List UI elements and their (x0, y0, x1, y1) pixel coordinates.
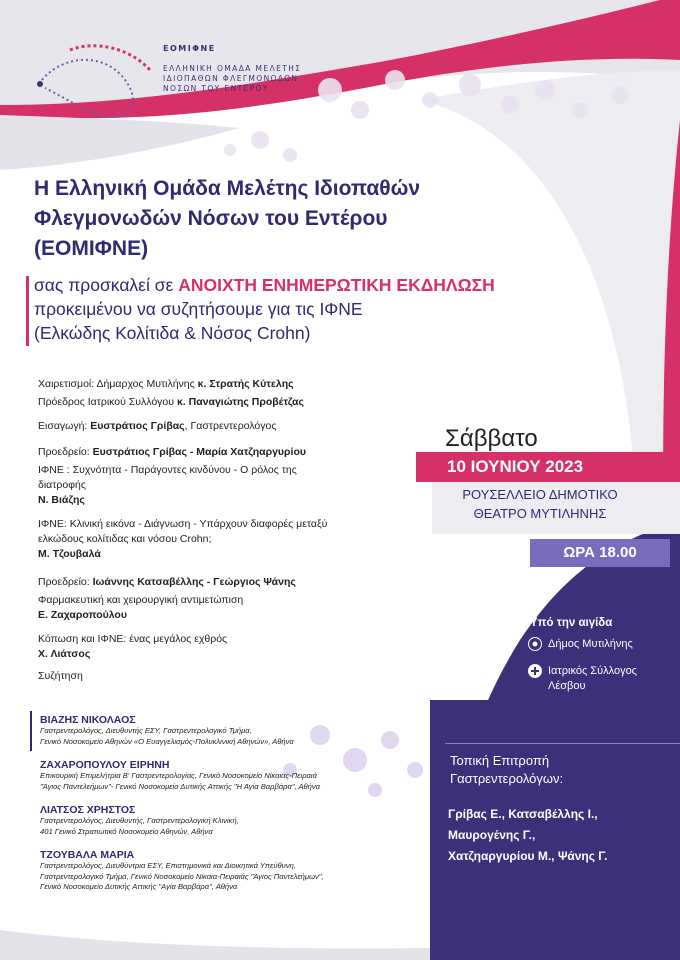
speaker-4 (40, 849, 420, 893)
logo-acronym: ΕΟΜΙΦΝΕ (163, 44, 216, 53)
speaker-1-aff-1: Γαστρεντερολόγος, Διευθυντής ΕΣΥ, Γαστρεντερολογικό Τμήμα, (40, 726, 252, 735)
event-time: ΩΡΑ 18.00 (530, 539, 670, 567)
intro-label: Εισαγωγή: (38, 420, 91, 432)
committee-line-1: Γρίβας Ε., Κατσαβέλλης Ι., (448, 807, 598, 821)
invite-accent-bar (26, 276, 29, 346)
speaker-2-aff-1: Επικουρική Επιμελήτρια Β' Γαστρεντερολογίας, Γενικό Νοσοκομείο Νίκαιας-Πειραιά (40, 771, 317, 780)
intro-name: Ευστράτιος Γρίβας (90, 420, 185, 432)
speaker-2-aff-2: "Άγιος Παντελεήμων"- Γενικό Νοσοκομείο Δυτικής Αττικής "Η Αγία Βαρβάρα", Αθήνα (40, 781, 320, 791)
committee-line-3: Χατζηαργυρίου Μ., Ψάνης Γ. (448, 849, 608, 863)
logo-line-2: ΙΔΙΟΠΑΘΩΝ ΦΛΕΓΜΟΝΩΔΩΝ (163, 74, 299, 83)
talk-4-speaker-name: Χ. Λιάτσος (38, 648, 91, 660)
invite-line-1 (34, 273, 594, 297)
municipality-seal-icon (528, 637, 542, 651)
logo-line-1: ΕΛΛΗΝΙΚΗ ΟΜΑΔΑ ΜΕΛΕΤΗΣ (163, 64, 302, 73)
speaker-2-name: ΖΑΧΑΡΟΠΟΥΛΟΥ ΕΙΡΗΝΗ (40, 759, 170, 771)
greeting-1-name: κ. Στρατής Κύτελης (197, 378, 294, 390)
invite-line-3: (Ελκώδης Κολίτιδα & Νόσος Crohn) (34, 323, 311, 343)
talk-4-title: Κόπωση και ΙΦΝΕ: ένας μεγάλος εχθρός (38, 633, 228, 645)
sponsor-1-name: Δήμος Μυτιλήνης (548, 638, 633, 650)
talk-3-title: Φαρμακευτική και χειρουργική αντιμετώπιση (38, 594, 244, 606)
talk-4-speaker (38, 647, 418, 662)
speaker-1-aff-2: Γενικό Νοσοκομείο Αθηνών «Ο Ευαγγελισμός-Πολυκλινική Αθηνών», Αθήνα (40, 736, 294, 746)
invite-line-2: προκειμένου να συζητήσουμε για τις ΙΦΝΕ (34, 299, 363, 319)
title-line-1: Η Ελληνική Ομάδα Μελέτης Ιδιοπαθών (34, 177, 421, 200)
talk-2-line-a: ΙΦΝΕ: Κλινική εικόνα - Διάγνωση - Υπάρχουν διαφορές μεταξύ (38, 518, 328, 530)
event-venue (420, 485, 660, 523)
talk-3-speaker-name: Ε. Ζαχαροπούλου (38, 609, 127, 621)
speaker-3-aff-2: 401 Γενικό Στρατιωτικό Νοσοκομείο Αθηνών, Αθήνα (40, 826, 213, 836)
program-session-1 (38, 445, 418, 508)
committee-heading (450, 752, 563, 788)
event-date: 10 ΙΟΥΝΙΟΥ 2023 (416, 452, 666, 482)
talk-2-line-b: ελκώδους κολίτιδας και νόσου Crohn; (38, 533, 212, 545)
speaker-4-aff-1: Γαστρεντερολόγος, Διευθύντρια ΕΣΥ, Επιστημονικά και Διοικητικά Υπεύθυνη, (40, 861, 296, 870)
speaker-4-name: ΤΖΟΥΒΑΛΑ ΜΑΡΙΑ (40, 849, 135, 861)
greeting-1-label: Χαιρετισμοί: Δήμαρχος Μυτιλήνης (38, 378, 198, 390)
program-discussion: Συζήτηση (38, 670, 83, 682)
intro-role: , Γαστρεντερολόγος (184, 420, 277, 432)
greeting-2-label: Πρόεδρος Ιατρικού Συλλόγου (38, 396, 177, 408)
program-session-2 (38, 575, 418, 623)
talk-2-speaker-name: Μ. Τζουβαλά (38, 548, 101, 560)
greeting-2-name: κ. Παναγιώτης Προβέτζας (176, 396, 304, 408)
medical-cross-icon (528, 664, 542, 678)
logo-text (163, 44, 301, 94)
greeting-2 (38, 395, 418, 410)
talk-1-line-b: διατροφής (38, 479, 86, 491)
sponsor-2-line-2: Λέσβου (548, 680, 586, 692)
program-greetings (38, 377, 418, 410)
chair-2 (38, 575, 418, 590)
chair-1-label: Προεδρείο: (38, 446, 93, 458)
invite-prefix: σας προσκαλεί σε (34, 275, 179, 295)
talk-1-line-a: ΙΦΝΕ : Συχνότητα - Παράγοντες κινδύνου - Ο ρόλος της (38, 464, 297, 476)
program-talk-2 (38, 517, 418, 562)
speakers-accent-bar (30, 711, 32, 751)
title-line-2: Φλεγμονωδών Νόσων του Εντέρου (34, 207, 388, 230)
speaker-4-aff-3: Γενικό Νοσοκομείο Δυτικής Αττικής "Αγία Βαρβάρα", Αθήνα (40, 882, 238, 891)
top-grey-sweep (0, 115, 240, 170)
talk-1-speaker (38, 493, 418, 508)
chair-2-names: Ιωάννης Κατσαβέλλης - Γεώργιος Ψάνης (92, 576, 296, 588)
committee-heading-1: Τοπική Επιτροπή (450, 753, 550, 768)
program-talk-4 (38, 632, 418, 662)
title-line-3: (ΕΟΜΙΦΝΕ) (34, 237, 149, 260)
speaker-1 (40, 714, 420, 747)
talk-1-speaker-name: Ν. Βιάζης (38, 494, 85, 506)
speaker-1-name: ΒΙΑΖΗΣ ΝΙΚΟΛΑΟΣ (40, 714, 136, 726)
committee-heading-2: Γαστρεντερολόγων: (450, 771, 564, 786)
talk-2-speaker (38, 547, 418, 562)
venue-line-2: ΘΕΑΤΡΟ ΜΥΤΙΛΗΝΗΣ (473, 506, 607, 521)
speaker-3-name: ΛΙΑΤΣΟΣ ΧΡΗΣΤΟΣ (40, 804, 136, 816)
event-day: Σάββατο (445, 425, 538, 452)
invite-highlight: ΑΝΟΙΧΤΗ ΕΝΗΜΕΡΩΤΙΚΗ ΕΚΔΗΛΩΣΗ (178, 275, 495, 295)
page-title (34, 174, 554, 264)
greeting-1 (38, 377, 418, 392)
sponsor-2-name (548, 664, 637, 694)
committee-line-2: Μαυρογένης Γ., (448, 828, 536, 842)
sponsor-municipality (528, 637, 633, 652)
speaker-2 (40, 759, 420, 792)
committee-members (448, 804, 608, 867)
program-intro (38, 419, 418, 434)
chair-2-label: Προεδρείο: (38, 576, 93, 588)
invite-text (34, 273, 594, 345)
chair-1 (38, 445, 418, 460)
venue-line-1: ΡΟΥΣΕΛΛΕΙΟ ΔΗΜΟΤΙΚΟ (462, 487, 618, 502)
committee-divider (445, 743, 680, 744)
sponsor-2-line-1: Ιατρικός Σύλλογος (548, 665, 637, 677)
speaker-3 (40, 804, 420, 837)
chair-1-names: Ευστράτιος Γρίβας - Μαρία Χατζηαργυρίου (92, 446, 306, 458)
sponsor-medical-association (528, 664, 637, 694)
logo-line-3: ΝΟΣΩΝ ΤΟΥ ΕΝΤΕΡΟΥ (163, 84, 269, 93)
aegis-label: Υπό την αιγίδα (530, 617, 613, 629)
speaker-4-aff-2: Γαστρεντερολογικό Τμήμα, Γενικό Νοσοκομείο Νίκαια-Πειραιάς "Άγιος Παντελεήμων", (40, 871, 324, 881)
talk-3-speaker (38, 608, 418, 623)
speaker-3-aff-1: Γαστρεντερολόγος, Διευθυντής, Γαστρεντερολογική Κλινική, (40, 816, 239, 825)
